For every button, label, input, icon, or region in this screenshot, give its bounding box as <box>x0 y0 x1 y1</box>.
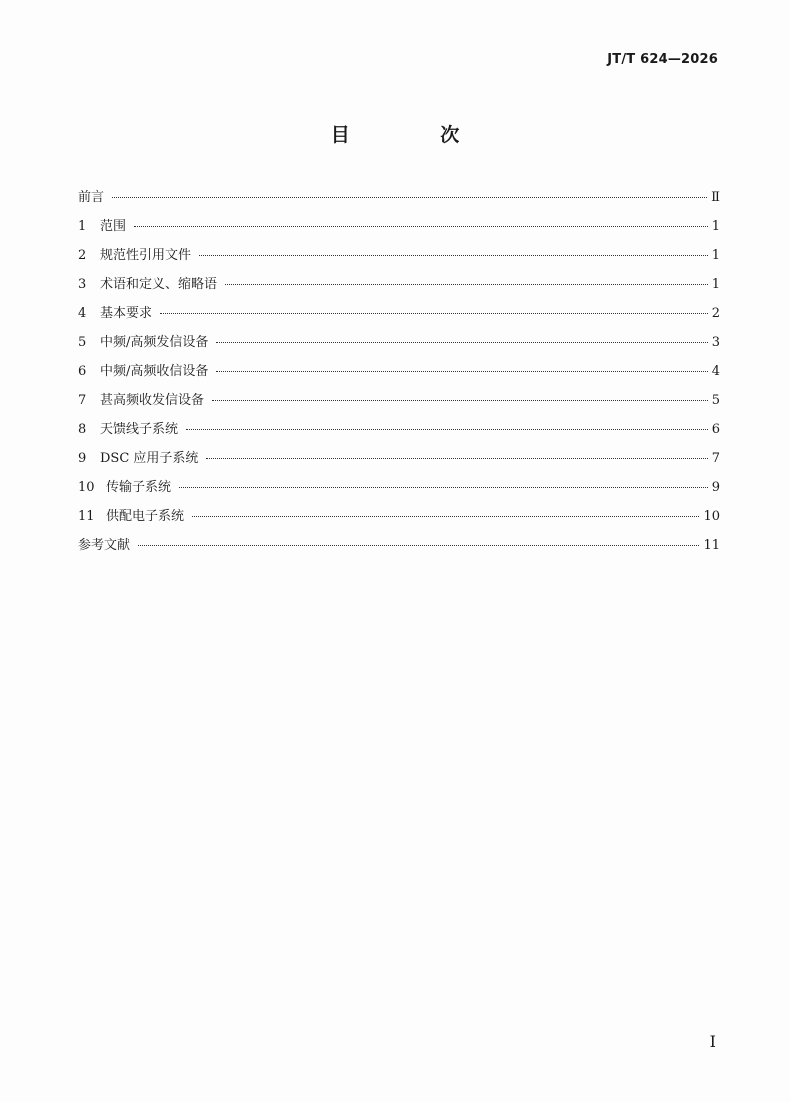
toc-leader-dots <box>192 516 699 517</box>
toc-entry-page: 6 <box>711 422 720 437</box>
toc-entry-9[interactable] <box>78 447 720 476</box>
toc-entry-label: 范围 <box>100 219 127 234</box>
toc-entry-label: 传输子系统 <box>106 480 172 495</box>
toc-entry-label: 天馈线子系统 <box>100 422 179 437</box>
toc-entry-page: 2 <box>711 306 720 321</box>
toc-entry-label: 术语和定义、缩略语 <box>100 277 218 292</box>
page-number: I <box>709 1032 716 1051</box>
toc-entry-page: 7 <box>711 451 720 466</box>
toc-entry-8[interactable] <box>78 418 720 447</box>
toc-entry-page: 10 <box>703 509 720 524</box>
toc-entry-label: DSC 应用子系统 <box>100 451 199 466</box>
page-title: 目 次 <box>330 124 502 146</box>
toc-entry-number: 10 <box>78 480 95 495</box>
toc-entry-number: 11 <box>78 509 95 524</box>
toc-entry-6[interactable] <box>78 360 720 389</box>
toc-leader-dots <box>225 284 708 285</box>
toc-entry-number: 4 <box>78 306 87 321</box>
toc-leader-dots <box>160 313 708 314</box>
toc-entry-label: 中频/高频收信设备 <box>100 364 209 379</box>
toc-leader-dots <box>179 487 708 488</box>
toc-leader-dots <box>199 255 708 256</box>
toc-entry-foreword[interactable] <box>78 186 720 215</box>
toc-leader-dots <box>134 226 708 227</box>
toc-entry-page: Ⅱ <box>711 190 720 205</box>
table-of-contents <box>78 186 720 563</box>
toc-entry-number: 7 <box>78 393 87 408</box>
toc-entry-label: 供配电子系统 <box>106 509 185 524</box>
toc-entry-11[interactable] <box>78 505 720 534</box>
toc-entry-5[interactable] <box>78 331 720 360</box>
toc-leader-dots <box>212 400 708 401</box>
toc-entry-7[interactable] <box>78 389 720 418</box>
toc-entry-references[interactable] <box>78 534 720 563</box>
toc-entry-label: 规范性引用文件 <box>100 248 192 263</box>
toc-entry-page: 5 <box>711 393 720 408</box>
toc-entry-label: 前言 <box>78 190 105 205</box>
toc-entry-10[interactable] <box>78 476 720 505</box>
toc-leader-dots <box>112 197 707 198</box>
toc-entry-page: 1 <box>711 248 720 263</box>
toc-entry-number: 5 <box>78 335 87 350</box>
toc-entry-number: 1 <box>78 219 87 234</box>
toc-entry-2[interactable] <box>78 244 720 273</box>
toc-entry-label: 参考文献 <box>78 538 131 553</box>
toc-entry-number: 9 <box>78 451 87 466</box>
toc-entry-label: 甚高频收发信设备 <box>100 393 205 408</box>
toc-entry-number: 8 <box>78 422 87 437</box>
toc-entry-number: 2 <box>78 248 87 263</box>
toc-entry-page: 1 <box>711 219 720 234</box>
toc-leader-dots <box>206 458 707 459</box>
toc-entry-label: 基本要求 <box>100 306 153 321</box>
toc-leader-dots <box>216 371 707 372</box>
toc-entry-number: 6 <box>78 364 87 379</box>
toc-entry-3[interactable] <box>78 273 720 302</box>
toc-leader-dots <box>138 545 699 546</box>
toc-entry-number: 3 <box>78 277 87 292</box>
toc-entry-page: 11 <box>703 538 720 553</box>
toc-leader-dots <box>216 342 707 343</box>
document-code: JT/T 624—2026 <box>607 52 718 67</box>
toc-entry-page: 1 <box>711 277 720 292</box>
toc-entry-page: 9 <box>711 480 720 495</box>
toc-entry-label: 中频/高频发信设备 <box>100 335 209 350</box>
toc-entry-page: 4 <box>711 364 720 379</box>
toc-entry-1[interactable] <box>78 215 720 244</box>
toc-entry-4[interactable] <box>78 302 720 331</box>
toc-leader-dots <box>186 429 708 430</box>
toc-entry-page: 3 <box>711 335 720 350</box>
